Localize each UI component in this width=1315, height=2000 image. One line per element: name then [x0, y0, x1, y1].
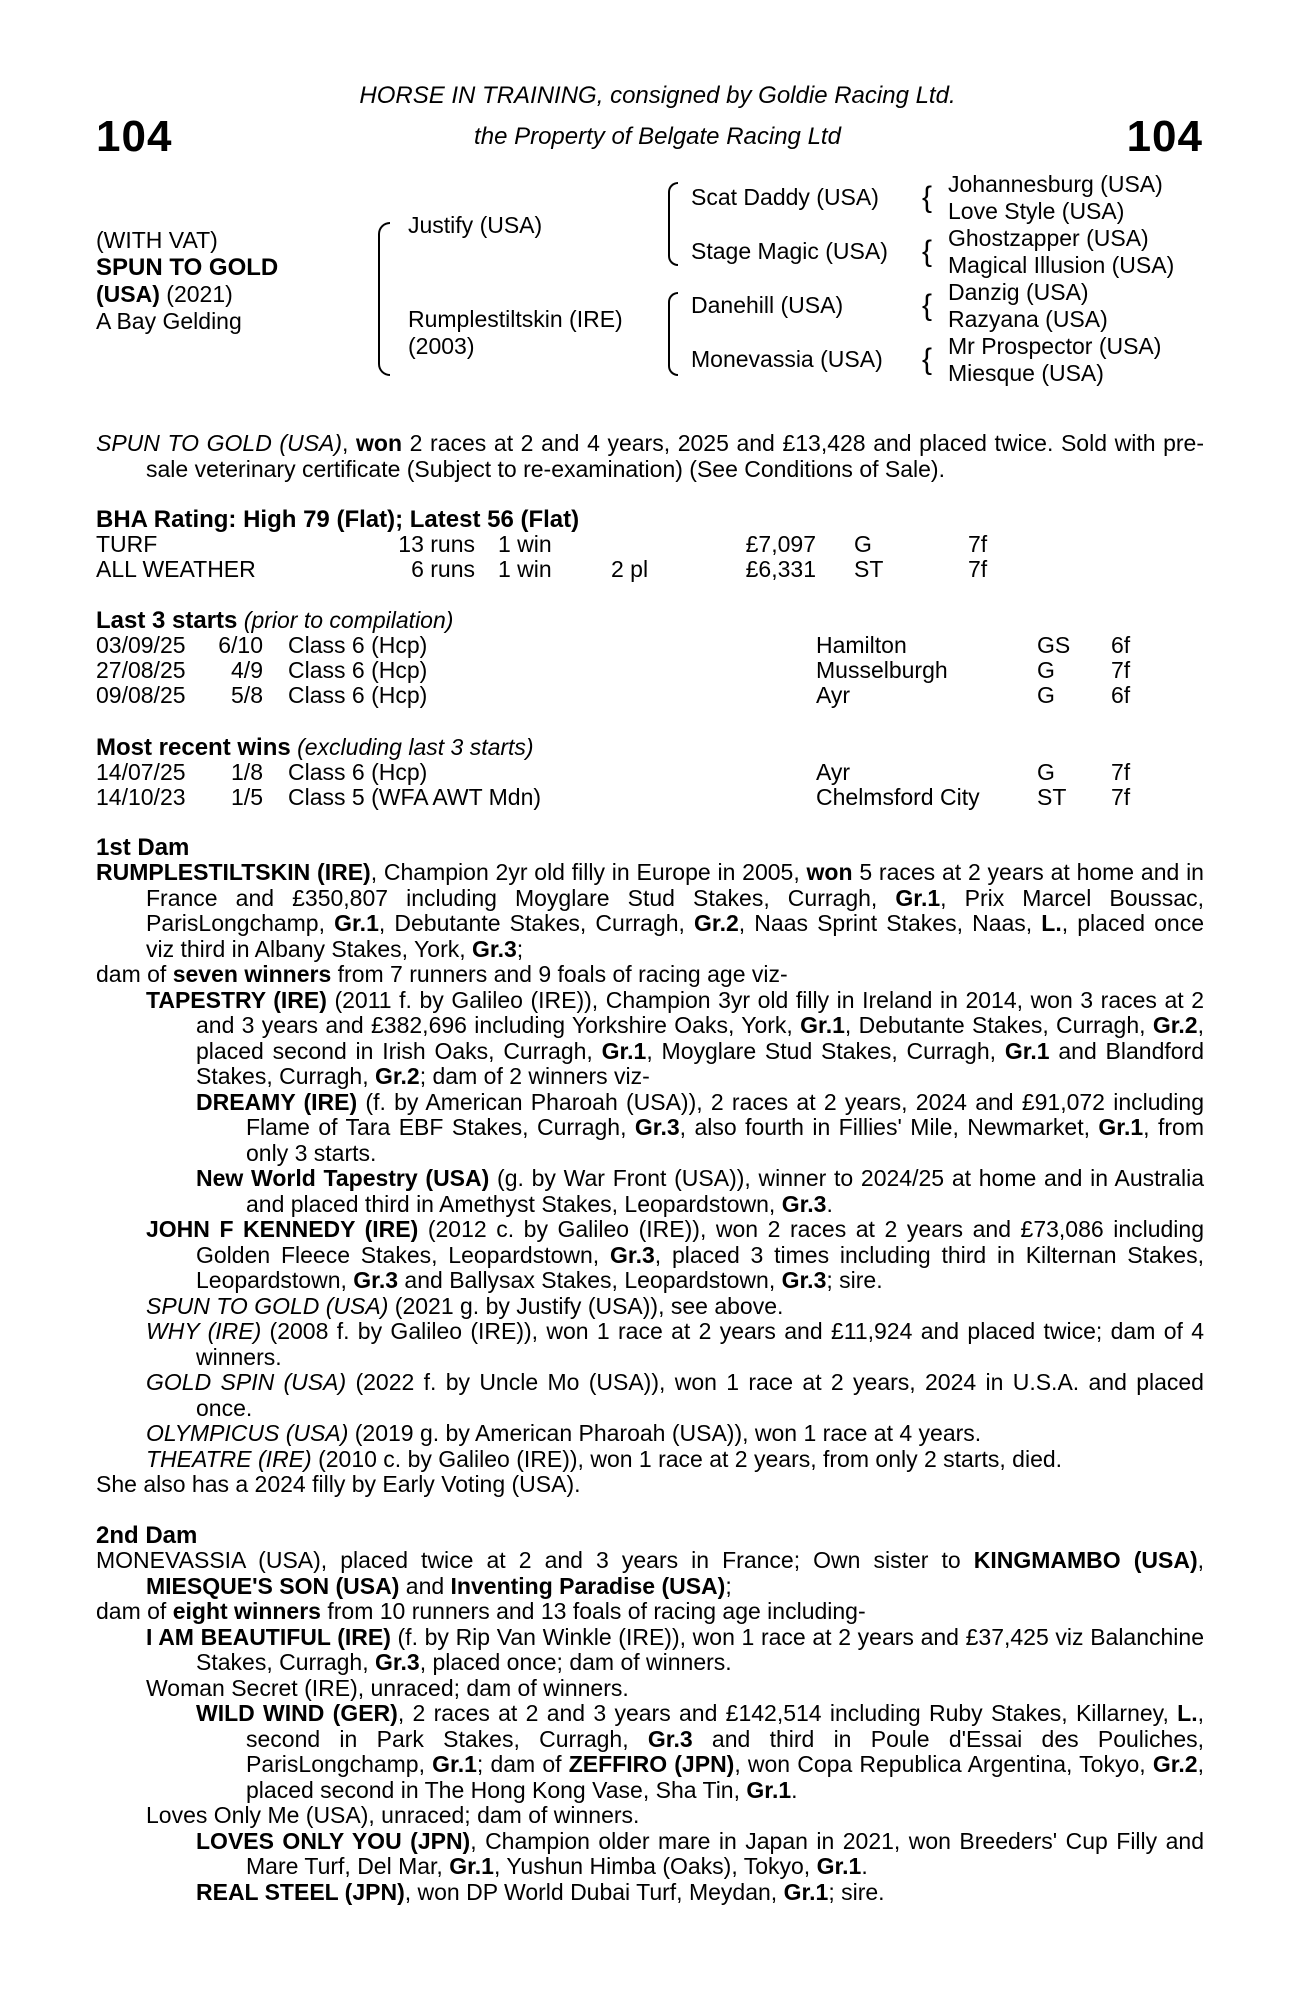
dam1-paragraph	[96, 1090, 1204, 1167]
text-run: Gr.3	[781, 1190, 827, 1217]
text-run: MONEVASSIA (USA), placed twice at 2 and 3 years in France; Own sister to	[96, 1547, 974, 1573]
text-run: Gr.2	[374, 1063, 420, 1089]
dam2-paragraph	[96, 1548, 1204, 1599]
text-run: Gr.1	[895, 884, 941, 911]
text-run: Gr.1	[449, 1853, 494, 1879]
last3-table	[96, 633, 1206, 708]
text-run: , also fourth in Fillies' Mile, Newmarket,	[679, 1114, 1099, 1140]
text-run: , won Copa Republica Argentina, Tokyo,	[734, 1751, 1153, 1777]
text-run: JOHN F KENNEDY (IRE)	[146, 1216, 419, 1242]
text-run: , Champion 2yr old filly in Europe in 2005,	[370, 859, 807, 885]
text-run: Woman Secret (IRE), unraced; dam of winners.	[146, 1674, 629, 1701]
text-run: , placed second in Irish Oaks, Curragh,	[196, 1012, 1204, 1064]
text-run: THEATRE (IRE)	[146, 1445, 312, 1472]
last3-row: 27/08/25 4/9 Class 6 (Hcp) Musselburgh G 7f	[96, 657, 1131, 683]
text-run: ;	[516, 935, 524, 962]
text-run: She also has a 2024 filly by Early Voting (USA).	[96, 1471, 581, 1497]
dam2-paragraph	[96, 1676, 1204, 1702]
dam2-title: 2nd Dam	[96, 1522, 198, 1549]
text-run: Loves Only Me (USA), unraced; dam of winners.	[146, 1802, 640, 1828]
text-run: , Naas Sprint Stakes, Naas,	[738, 910, 1042, 936]
text-run: , Debutante Stakes, Curragh,	[844, 1012, 1153, 1038]
dam1-title: 1st Dam	[96, 834, 190, 861]
text-run: SPUN TO GOLD (USA)	[146, 1292, 389, 1319]
text-run: Gr.1	[816, 1853, 862, 1879]
text-run: won	[806, 859, 853, 885]
text-run: from 7 runners and 9 foals of racing age viz-	[331, 961, 788, 987]
dam2-paragraph	[96, 1701, 1204, 1803]
text-run: (2021 g. by Justify (USA)), see above.	[388, 1292, 784, 1319]
text-run: I AM BEAUTIFUL (IRE)	[146, 1623, 391, 1650]
text-run: Gr.3	[374, 1649, 420, 1675]
dam1-paragraph	[96, 1217, 1204, 1294]
last3-row: 03/09/25 6/10 Class 6 (Hcp) Hamilton GS 6f	[96, 632, 1131, 658]
text-run: Gr.1	[783, 1878, 829, 1905]
text-run: , placed once; dam of winners.	[419, 1649, 732, 1675]
text-run: Gr.1	[800, 1012, 845, 1038]
text-run: Gr.3	[610, 1241, 655, 1268]
text-run: .	[791, 1776, 798, 1803]
recent-row: 14/07/25 1/8 Class 6 (Hcp) Ayr G 7f	[96, 759, 1131, 785]
dam1-paragraph	[96, 1472, 1204, 1498]
pedigree-brace-2b	[668, 292, 678, 376]
pedigree-brace-2a	[668, 182, 678, 266]
text-run: (2012 c. by Galileo (IRE)), won 2 races at 2 years and £73,086 including Golden Fleece Stakes, Leopardstown,	[196, 1216, 1204, 1268]
text-run: ; sire.	[828, 1878, 885, 1905]
dam1-paragraph	[96, 1447, 1204, 1473]
text-run: Gr.2	[1152, 1012, 1198, 1038]
text-run: (g. by War Front (USA)), winner to 2024/25 at home and in Australia and placed third in Amethyst Stakes, Leopardstown,	[246, 1165, 1204, 1217]
text-run: (f. by American Pharoah (USA)), 2 races at 2 years, 2024 and £91,072 including Flame of Tara EBF Stakes, Curragh,	[246, 1088, 1204, 1140]
text-run: Gr.3	[647, 1725, 693, 1752]
text-run: (f. by Rip Van Winkle (IRE)), won 1 race at 2 years and £37,425 viz Balanchine Stakes, Curragh,	[196, 1623, 1204, 1675]
text-run: Gr.2	[694, 910, 739, 936]
text-run: and Blandford Stakes, Curragh,	[196, 1037, 1204, 1089]
text-run: ; sire.	[826, 1267, 883, 1293]
sds: Ghostzapper (USA)	[948, 225, 1149, 251]
text-run: Gr.2	[1152, 1751, 1198, 1777]
text-run: Inventing Paradise (USA)	[450, 1572, 726, 1599]
text-run: RUMPLESTILTSKIN (IRE)	[96, 859, 371, 885]
pedigree-brace-1	[378, 222, 390, 376]
sire-sire: Scat Daddy (USA)	[691, 184, 879, 210]
text-run: (2008 f. by Galileo (IRE)), won 1 race at 2 years and £11,924 and placed twice; dam of 4 winners.	[196, 1318, 1204, 1370]
rating-row-aw: ALL WEATHER 6 runs 1 win 2 pl £6,331 ST 7f	[96, 556, 988, 582]
text-run: , Yushun Himba (Oaks), Tokyo,	[493, 1853, 817, 1879]
dam1-paragraph	[96, 1294, 1204, 1320]
text-run: , won DP World Dubai Turf, Meydan,	[404, 1878, 784, 1905]
text-run: , Moyglare Stud Stakes, Curragh,	[646, 1037, 1005, 1064]
sss: Johannesburg (USA)	[948, 171, 1163, 197]
text-run: Gr.1	[432, 1751, 477, 1777]
brace-3c: {	[922, 289, 933, 322]
brace-3b: {	[922, 235, 933, 268]
recent-table	[96, 760, 1206, 810]
text-run: eight winners	[172, 1598, 321, 1624]
recent-row: 14/10/23 1/5 Class 5 (WFA AWT Mdn) Chelmsford City ST 7f	[96, 784, 1131, 810]
dam1-paragraph	[96, 1370, 1204, 1421]
text-run: , Prix Marcel Boussac, ParisLongchamp,	[146, 884, 1204, 936]
text-run: Gr.1	[746, 1776, 792, 1803]
text-run: , from only 3 starts.	[246, 1114, 1204, 1166]
text-run: ;	[725, 1572, 732, 1599]
last3-row: 09/08/25 5/8 Class 6 (Hcp) Ayr G 6f	[96, 682, 1131, 708]
sire: Justify (USA)	[408, 212, 543, 238]
text-run: Gr.1	[1098, 1114, 1144, 1140]
dam2-paragraph	[96, 1803, 1204, 1829]
text-run: ; dam of 2 winners viz-	[419, 1063, 650, 1089]
text-run: L.	[1041, 910, 1062, 936]
text-run: 5 races at 2 years at home and in France and £350,807 including Moyglare Stud Stakes, Curragh,	[146, 859, 1204, 911]
brace-3a: {	[922, 181, 933, 214]
sdd: Magical Illusion (USA)	[948, 252, 1175, 278]
text-run: Gr.1	[1004, 1037, 1050, 1064]
text-run: (2022 f. by Uncle Mo (USA)), won 1 race at 2 years, 2024 in U.S.A. and placed once.	[196, 1369, 1204, 1421]
ssd: Love Style (USA)	[948, 198, 1125, 224]
text-run: .	[826, 1190, 833, 1217]
text-run: New World Tapestry (USA)	[196, 1165, 490, 1191]
text-run: , Debutante Stakes, Curragh,	[378, 910, 695, 936]
text-run: REAL STEEL (JPN)	[196, 1878, 405, 1905]
text-run: GOLD SPIN (USA)	[146, 1369, 347, 1395]
text-run: Gr.3	[634, 1114, 680, 1140]
horse-country-year: (USA) (2021)	[96, 281, 233, 307]
ddd: Miesque (USA)	[948, 360, 1104, 386]
text-run: LOVES ONLY YOU (JPN)	[196, 1827, 471, 1854]
text-run: , second in Park Stakes, Curragh,	[246, 1700, 1204, 1752]
lot-number-left: 104	[96, 112, 173, 161]
text-run: , placed once viz third in Albany Stakes, York,	[146, 910, 1205, 962]
text-run: ,	[1197, 1547, 1205, 1573]
text-run: Gr.3	[472, 935, 517, 962]
text-run: Gr.1	[334, 910, 379, 936]
text-run: , placed second in The Hong Kong Vase, Sha Tin,	[246, 1751, 1204, 1803]
dam1-paragraph	[96, 1166, 1204, 1217]
recent-title: Most recent wins (excluding last 3 starts)	[96, 734, 534, 761]
text-run: seven winners	[172, 961, 332, 987]
text-run: , Champion older mare in Japan in 2021, won Breeders' Cup Filly and Mare Turf, Del Mar,	[246, 1827, 1204, 1879]
text-run: (2019 g. by American Pharoah (USA)), won 1 race at 4 years.	[348, 1420, 982, 1446]
dam: Rumplestiltskin (IRE)	[408, 306, 623, 332]
text-run: (2010 c. by Galileo (IRE)), won 1 race at 2 years, from only 2 starts, died.	[311, 1445, 1063, 1472]
text-run: WHY (IRE)	[146, 1318, 262, 1344]
lot-number-right: 104	[1126, 112, 1203, 161]
text-run: DREAMY (IRE)	[196, 1088, 358, 1115]
rating-row-turf: TURF 13 runs 1 win £7,097 G 7f	[96, 531, 988, 557]
text-run: WILD WIND (GER)	[196, 1700, 398, 1726]
text-run: Gr.3	[781, 1267, 827, 1293]
text-run: OLYMPICUS (USA)	[146, 1420, 349, 1446]
dam2-paragraph	[96, 1829, 1204, 1880]
dam1-body	[96, 860, 1204, 1498]
text-run: Gr.3	[353, 1267, 399, 1293]
text-run: ; dam of	[476, 1751, 569, 1777]
last3-title: Last 3 starts (prior to compilation)	[96, 607, 454, 634]
text-run: and third in Poule d'Essai des Pouliches, ParisLongchamp,	[246, 1725, 1204, 1777]
text-run: KINGMAMBO (USA)	[973, 1547, 1198, 1573]
dam-year: (2003)	[408, 333, 475, 359]
horse-description: A Bay Gelding	[96, 308, 242, 334]
brace-3d: {	[922, 343, 933, 376]
text-run: dam of	[96, 961, 173, 987]
text-run: .	[861, 1853, 868, 1879]
text-run: and Ballysax Stakes, Leopardstown,	[398, 1267, 782, 1293]
text-run: Gr.1	[601, 1037, 647, 1064]
consignor-line: HORSE IN TRAINING, consigned by Goldie Racing Ltd.	[359, 82, 956, 109]
dam1-paragraph	[96, 1319, 1204, 1370]
text-run: TAPESTRY (IRE)	[146, 986, 327, 1013]
bha-rating-title: BHA Rating: High 79 (Flat); Latest 56 (Flat)	[96, 506, 580, 533]
dam2-paragraph	[96, 1599, 1204, 1625]
dam2-paragraph	[96, 1880, 1204, 1906]
dam2-paragraph	[96, 1625, 1204, 1676]
dds: Mr Prospector (USA)	[948, 333, 1162, 359]
rating-table	[96, 532, 1206, 582]
vat-note: (WITH VAT)	[96, 227, 218, 253]
property-line: the Property of Belgate Racing Ltd	[474, 123, 841, 150]
text-run: , 2 races at 2 and 3 years and £142,514 including Ruby Stakes, Killarney,	[397, 1700, 1178, 1726]
dam1-paragraph	[96, 1421, 1204, 1447]
dam-sire: Danehill (USA)	[691, 292, 844, 318]
sire-dam: Stage Magic (USA)	[691, 238, 888, 264]
text-run: , placed 3 times including third in Kilternan Stakes, Leopardstown,	[196, 1241, 1204, 1293]
horse-name: SPUN TO GOLD	[96, 254, 279, 281]
dsd: Razyana (USA)	[948, 306, 1108, 332]
text-run: L.	[1177, 1700, 1198, 1726]
text-run: from 10 runners and 13 foals of racing age including-	[320, 1598, 866, 1624]
dss: Danzig (USA)	[948, 279, 1089, 305]
text-run: (2011 f. by Galileo (IRE)), Champion 3yr old filly in Ireland in 2014, won 3 races at 2 and 3 years and £382,696 including Yorkshire Oaks, York,	[196, 986, 1204, 1038]
text-run: MIESQUE'S SON (USA)	[146, 1572, 400, 1599]
text-run: ZEFFIRO (JPN)	[568, 1751, 735, 1777]
dam1-paragraph	[96, 962, 1204, 988]
dam1-paragraph	[96, 988, 1204, 1090]
dam1-paragraph	[96, 860, 1204, 962]
dam2-body	[96, 1548, 1204, 1905]
summary: SPUN TO GOLD (USA), won 2 races at 2 and 4 years, 2025 and £13,428 and placed twice. Sold with pre-sale veterinary certificate (Subject to re-examination) (See Conditions of Sale).	[96, 430, 1205, 482]
text-run: and	[399, 1572, 451, 1599]
text-run: dam of	[96, 1598, 173, 1624]
dam-dam: Monevassia (USA)	[691, 346, 883, 372]
